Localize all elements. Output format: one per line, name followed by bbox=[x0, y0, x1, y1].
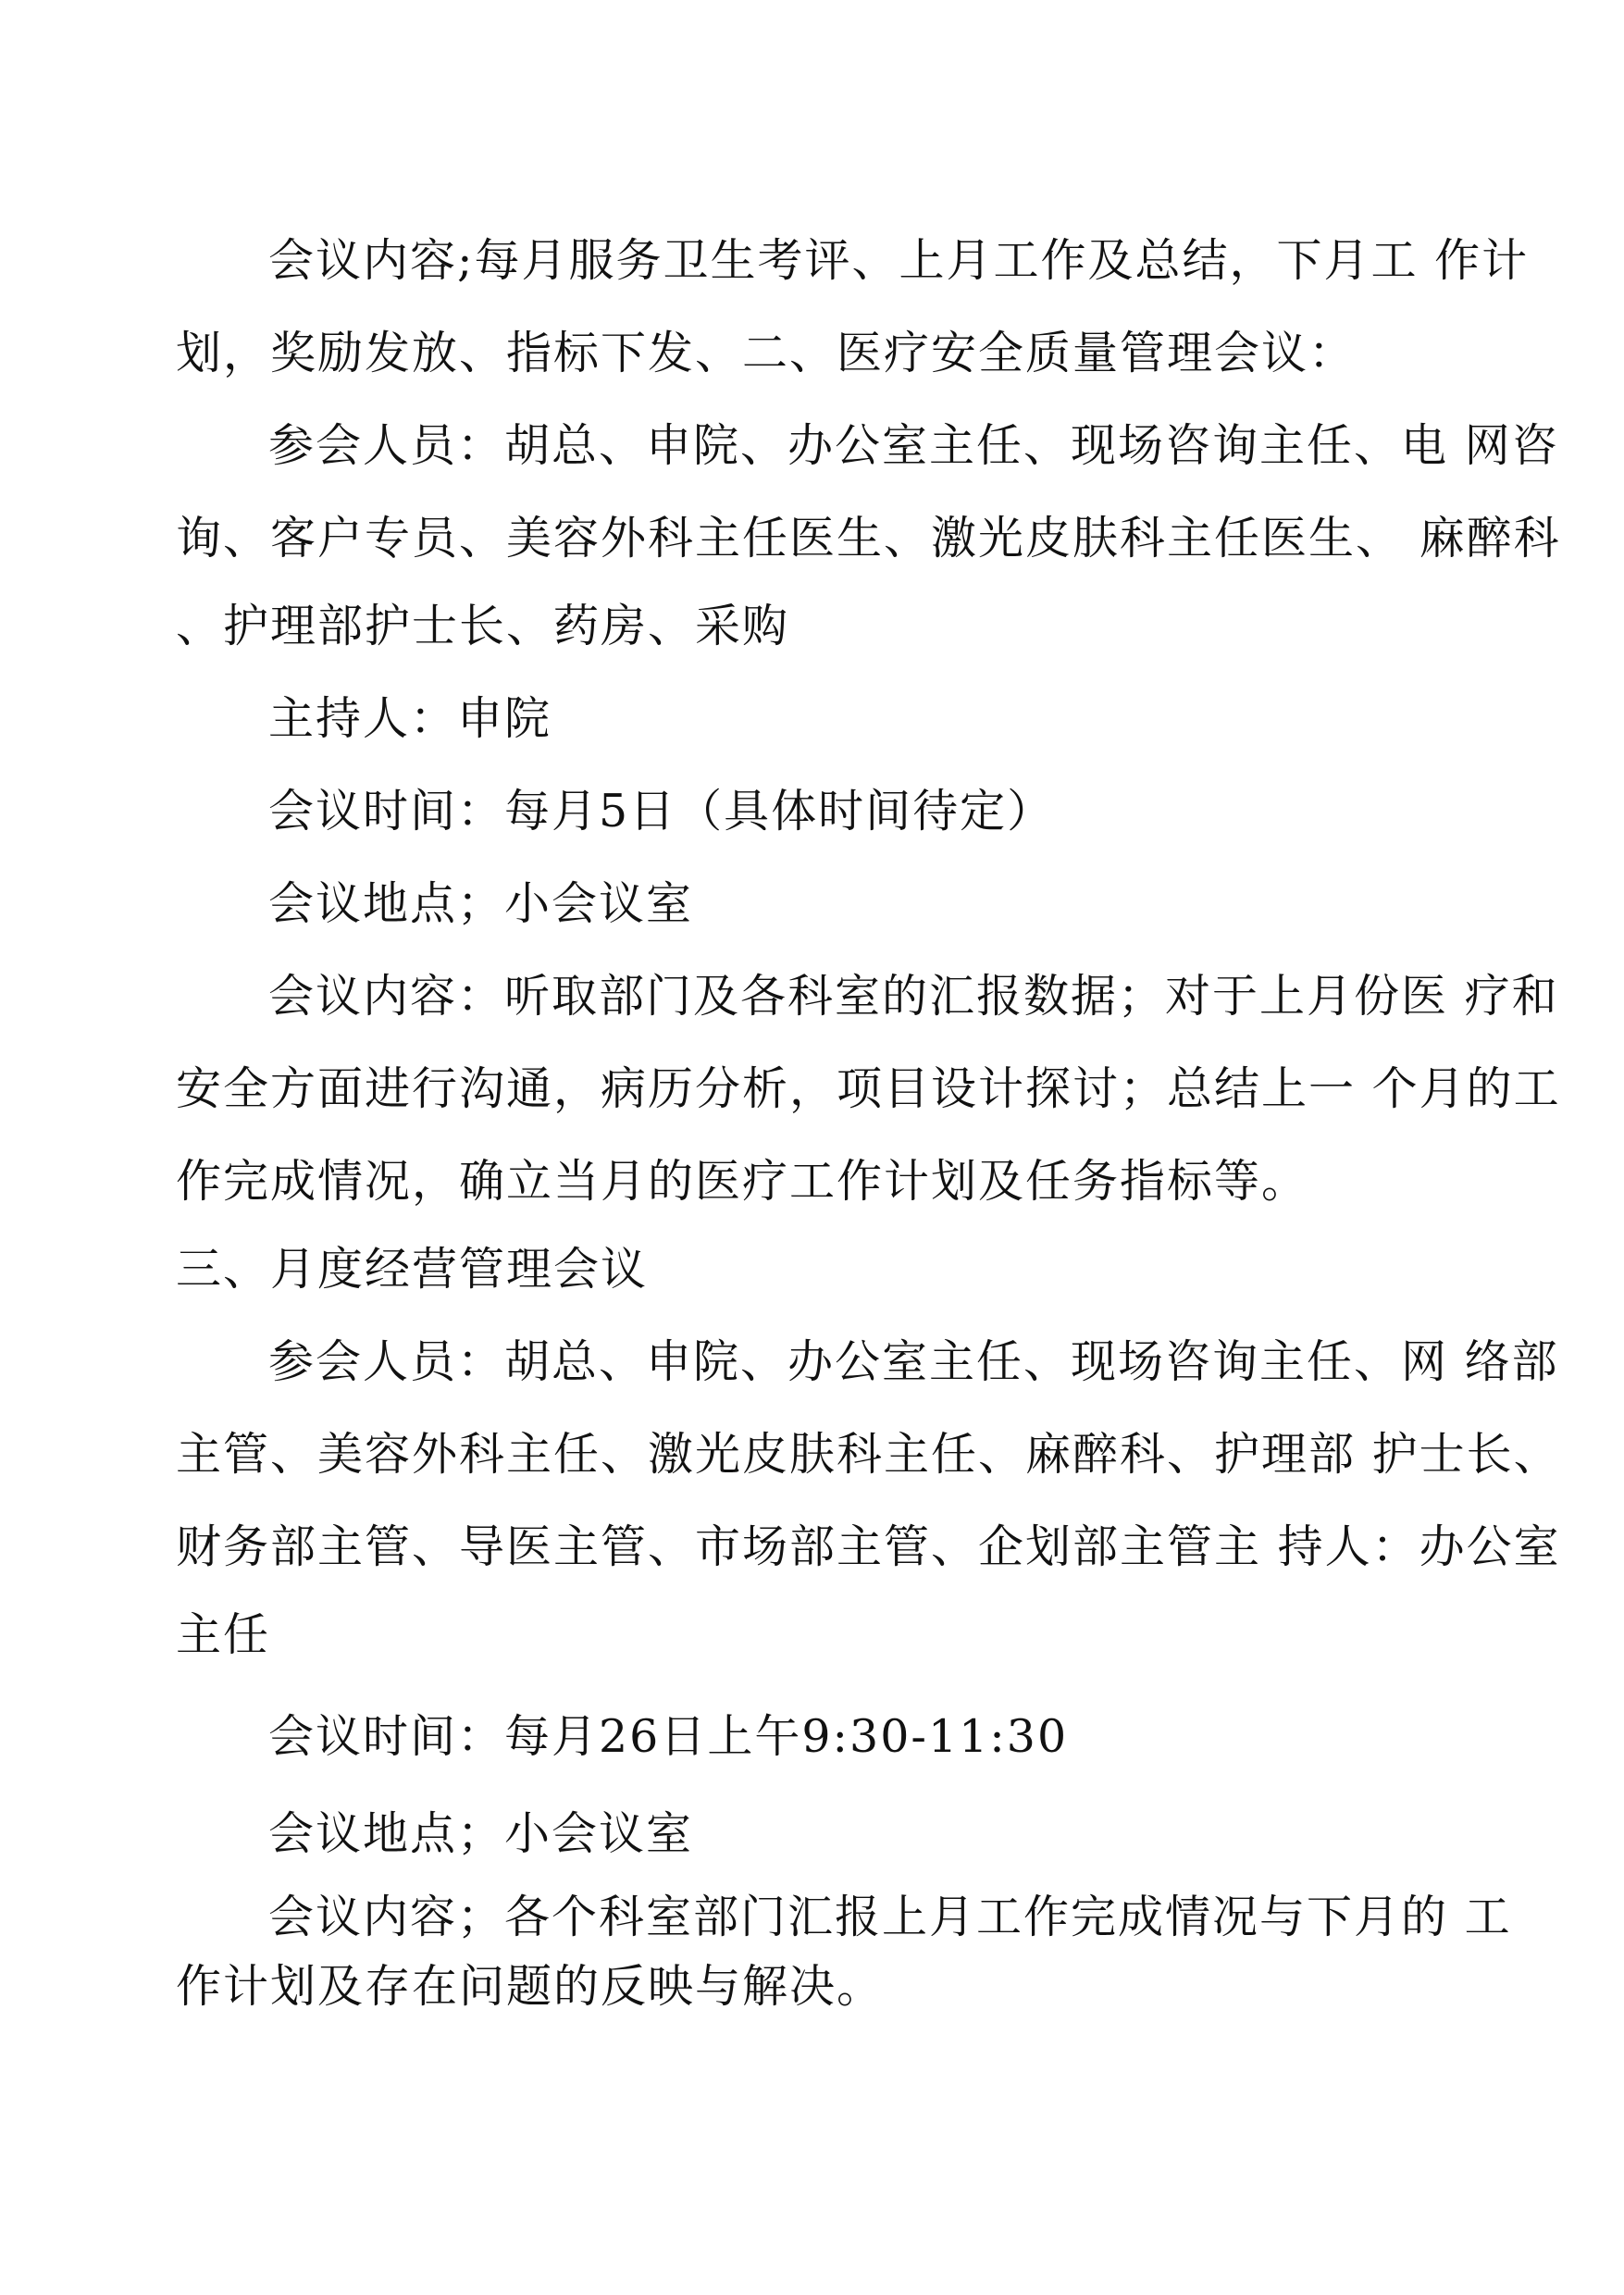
text-line-14: 主管、美容外科主任、激光皮肤科主任、麻醉科、护理部 护士长、 bbox=[176, 1428, 1561, 1481]
text-line-1: 会议内容;每月服务卫生考评、上月工作及总结，下月工 作计 bbox=[268, 234, 1530, 287]
text-line-4: 询、客户专员、美容外科主任医生、激光皮肤科主任医生、 麻醉科 bbox=[176, 512, 1561, 564]
text-line-7: 会议时间：每月5日（具体时间待定） bbox=[268, 785, 1055, 837]
text-line-19: 会议内容；各个科室部门汇报上月工作完成情况与下月的 工 bbox=[268, 1891, 1512, 1943]
section-heading: 三、月度经营管理会议 bbox=[176, 1243, 649, 1296]
text-line-18: 会议地点；小会议室 bbox=[268, 1807, 694, 1860]
text-line-8: 会议地点；小会议室 bbox=[268, 877, 694, 930]
text-line-17: 会议时间：每月26日上午9:30-11:30 bbox=[268, 1710, 1069, 1763]
text-line-3: 参会人员：胡总、申院、办公室主任、现场咨询主任、电 网咨 bbox=[268, 419, 1559, 472]
text-line-16: 主任 bbox=[176, 1608, 271, 1661]
text-line-20: 作计划及存在问题的反映与解决。 bbox=[176, 1960, 885, 2013]
text-line-9: 会议内容：听取部门及各科室的汇报数据；对于上月份医 疗和 bbox=[268, 970, 1559, 1023]
text-line-13: 参会人员：胡总、申院、办公室主任、现场咨询主任、网 络部 bbox=[268, 1335, 1559, 1388]
text-line-15: 财务部主管、导医主管、市场部主管、企划部主管主 持人：办公室 bbox=[176, 1520, 1561, 1573]
text-line-11: 作完成情况，确立当月的医疗工作计划及任务指标等。 bbox=[176, 1155, 1309, 1208]
text-line-6: 主持人：申院 bbox=[268, 692, 552, 745]
text-line-5: 、护理部护士长、药房、采购 bbox=[176, 600, 790, 652]
text-line-2: 划，奖励发放、指标下发、二、医疗安全质量管理会议： bbox=[176, 327, 1357, 379]
text-line-10: 安全方面进行沟通，病历分析，项目设计探讨；总结上一 个月的工 bbox=[176, 1062, 1561, 1115]
